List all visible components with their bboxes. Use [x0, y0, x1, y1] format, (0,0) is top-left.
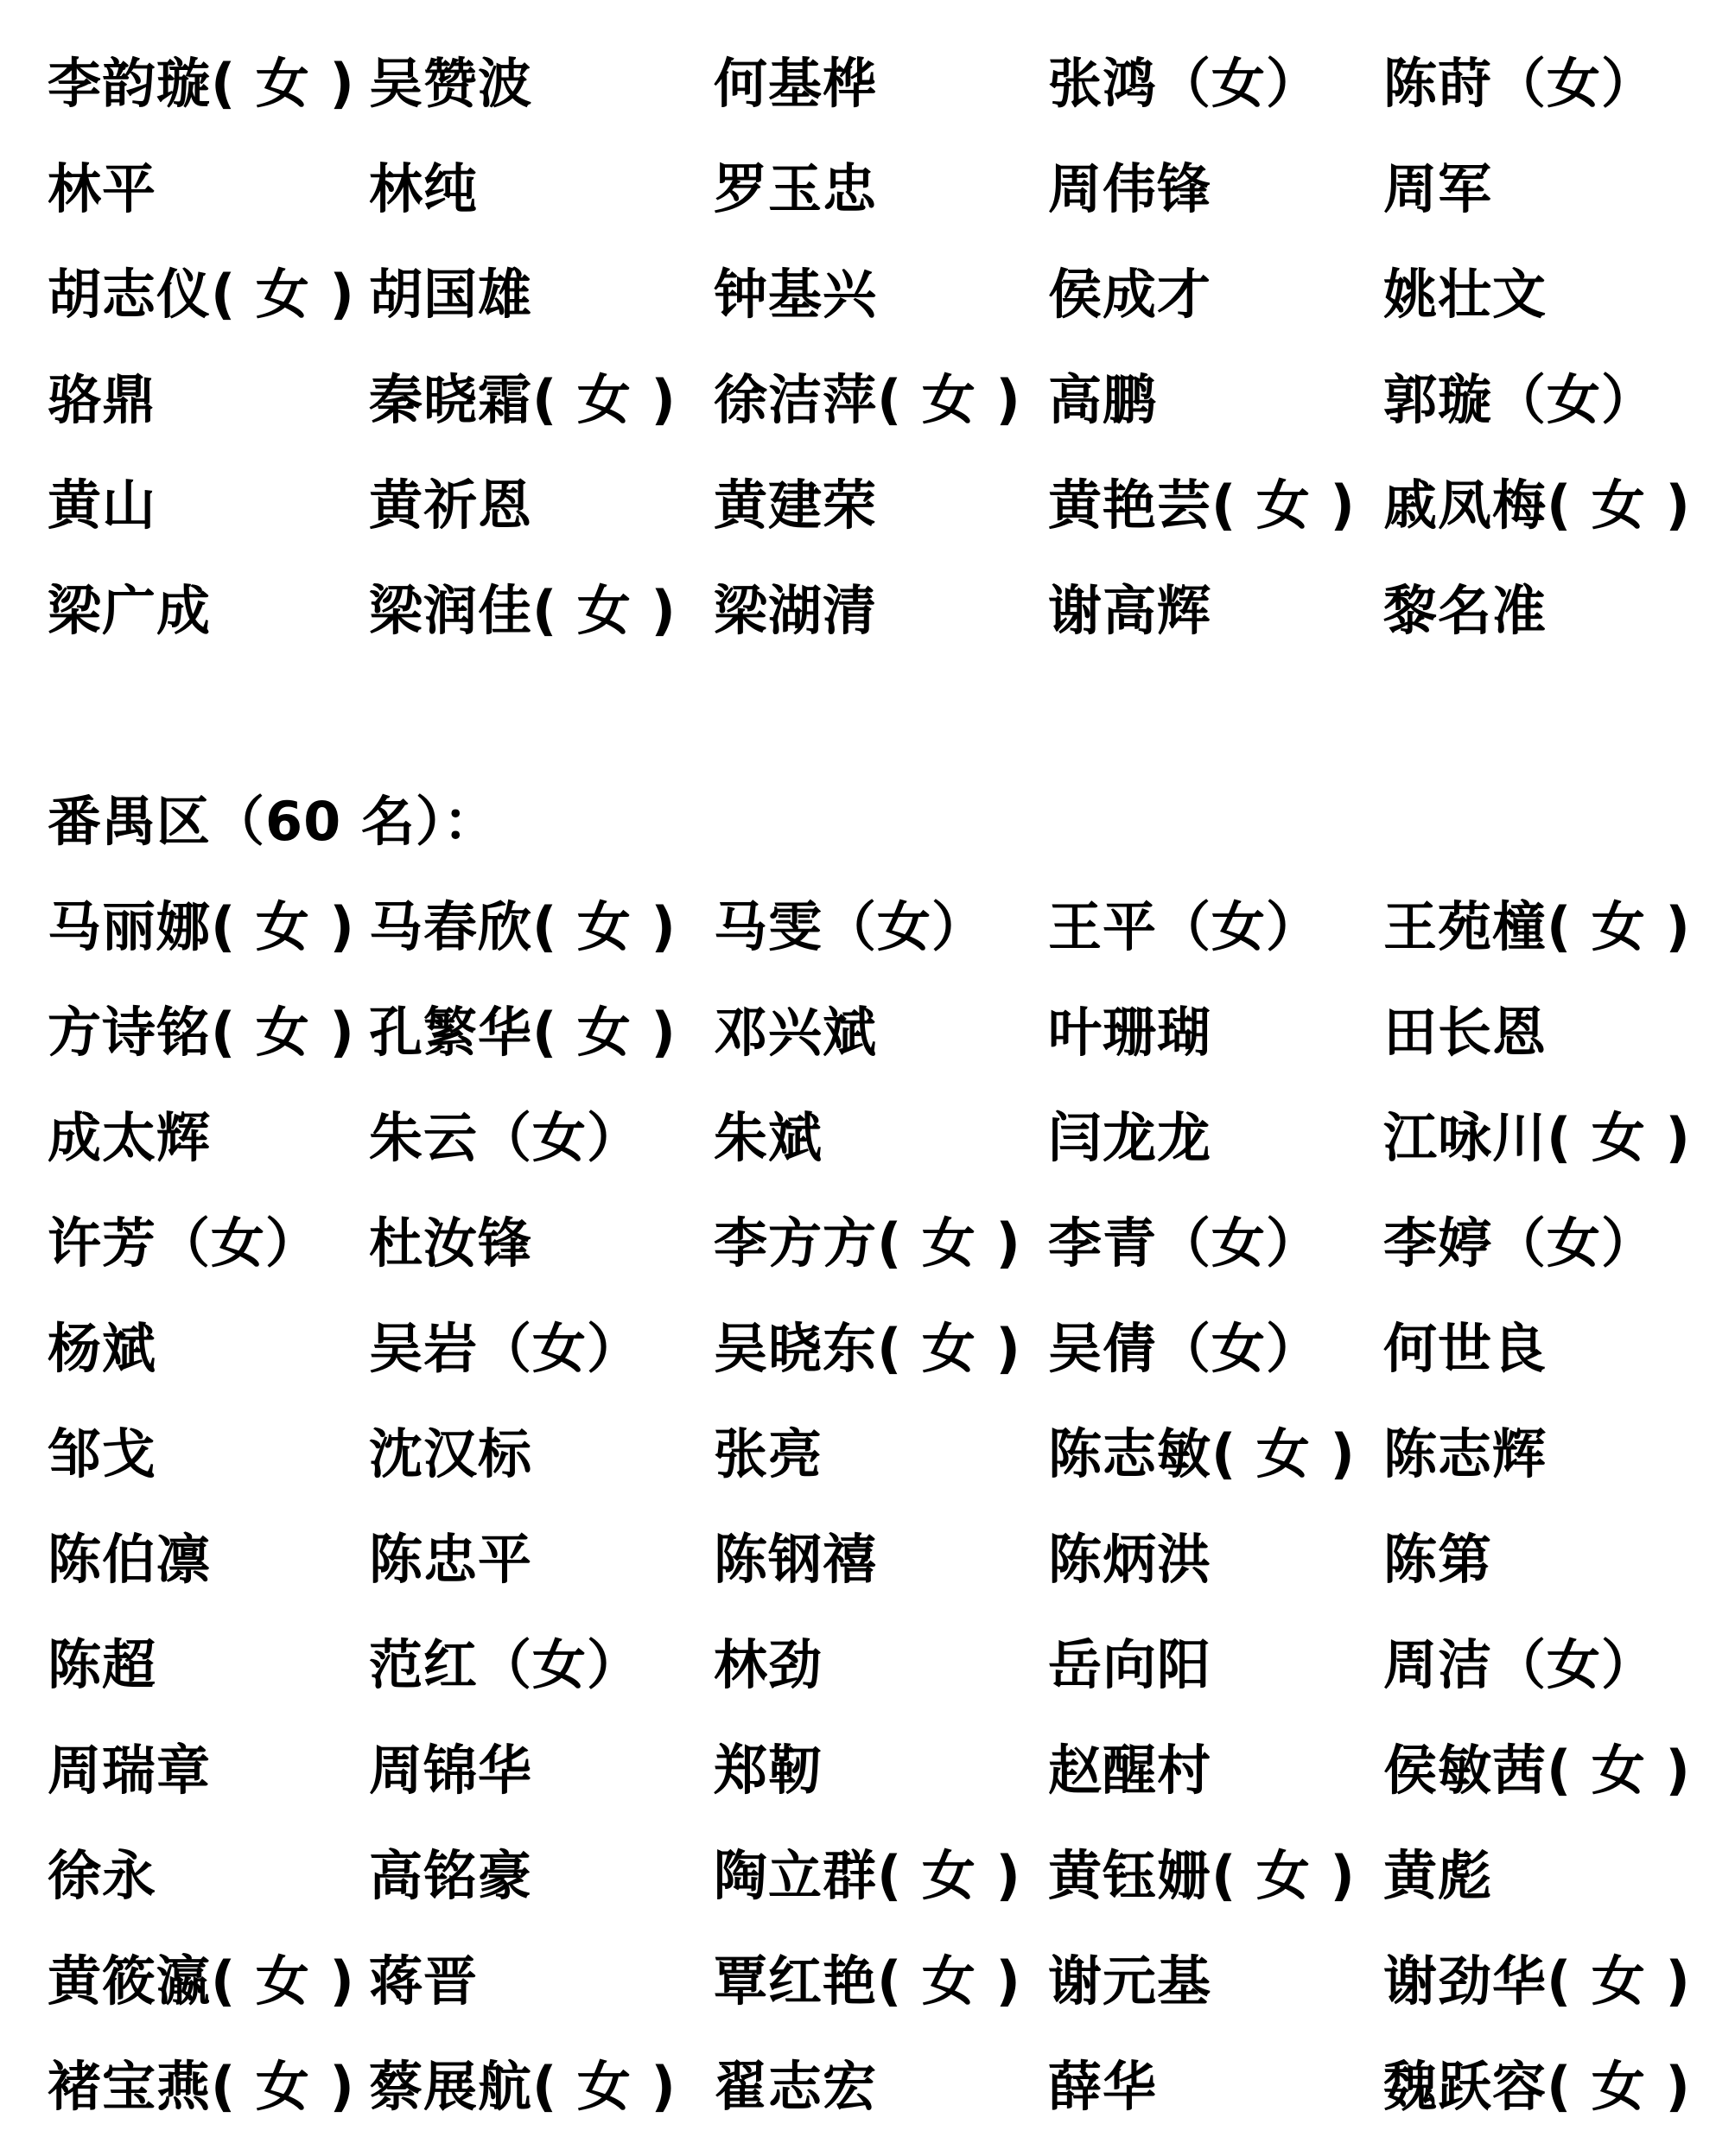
person-name: 陈忠平 — [369, 1528, 533, 1591]
person-name: 李韵璇( 女 ) — [48, 52, 355, 115]
person-name: 高铭豪 — [369, 1844, 533, 1907]
person-name: 江咏川( 女 ) — [1383, 1106, 1691, 1169]
person-name: 陈第 — [1383, 1528, 1493, 1591]
person-name: 成太辉 — [48, 1106, 212, 1169]
person-name: 吴岩（女） — [369, 1317, 642, 1380]
name-row — [0, 347, 1716, 453]
person-name: 郑靭 — [714, 1739, 823, 1802]
person-name: 梁湖清 — [714, 579, 878, 642]
person-name: 陈炳洪 — [1048, 1528, 1212, 1591]
person-name: 周军 — [1383, 157, 1493, 220]
person-name: 张鸿（女） — [1048, 52, 1321, 115]
person-name: 蒋晋 — [369, 1949, 479, 2013]
person-name: 罗玉忠 — [714, 157, 878, 220]
person-name: 陶立群( 女 ) — [714, 1844, 1021, 1907]
person-name: 马春欣( 女 ) — [369, 895, 677, 958]
person-name: 高鹏 — [1048, 368, 1158, 431]
name-row — [0, 1402, 1716, 1507]
person-name: 梁广成 — [48, 579, 212, 642]
person-name: 杜汝锋 — [369, 1212, 533, 1275]
name-row — [0, 242, 1716, 347]
person-name: 陈莳（女） — [1383, 52, 1656, 115]
name-row — [0, 2034, 1716, 2140]
person-name: 马雯（女） — [714, 895, 987, 958]
person-name: 谢元基 — [1048, 1949, 1212, 2013]
person-name: 陈志辉 — [1383, 1422, 1548, 1485]
person-name: 魏跃容( 女 ) — [1383, 2055, 1691, 2118]
person-name: 许芳（女） — [48, 1212, 321, 1275]
person-name: 侯成才 — [1048, 263, 1212, 326]
person-name: 周锦华 — [369, 1739, 533, 1802]
person-name: 覃红艳( 女 ) — [714, 1949, 1021, 2013]
name-row — [0, 1085, 1716, 1191]
person-name: 胡国雄 — [369, 263, 533, 326]
person-name: 陈伯凛 — [48, 1528, 212, 1591]
person-name: 谢高辉 — [1048, 579, 1212, 642]
person-name: 李方方( 女 ) — [714, 1212, 1021, 1275]
blank-line — [0, 664, 1716, 769]
name-row — [0, 31, 1716, 137]
person-name: 蔡展航( 女 ) — [369, 2055, 677, 2118]
person-name: 黄山 — [48, 474, 157, 537]
person-name: 马丽娜( 女 ) — [48, 895, 355, 958]
name-row — [0, 1718, 1716, 1823]
person-name: 林纯 — [369, 157, 479, 220]
person-name: 黄筱瀛( 女 ) — [48, 1949, 355, 2013]
person-name: 徐永 — [48, 1844, 157, 1907]
person-name: 杨斌 — [48, 1317, 157, 1380]
person-name: 褚宝燕( 女 ) — [48, 2055, 355, 2118]
person-name: 张亮 — [714, 1422, 823, 1485]
person-name: 李青（女） — [1048, 1212, 1321, 1275]
person-name: 孔繁华( 女 ) — [369, 1001, 677, 1064]
person-name: 黄祈恩 — [369, 474, 533, 537]
person-name: 林平 — [48, 157, 157, 220]
person-name: 黎名准 — [1383, 579, 1548, 642]
person-name: 秦晓霜( 女 ) — [369, 368, 677, 431]
person-name: 林劲 — [714, 1633, 823, 1696]
person-name: 周瑞章 — [48, 1739, 212, 1802]
person-name: 黄钰姗( 女 ) — [1048, 1844, 1356, 1907]
person-name: 骆鼎 — [48, 368, 157, 431]
person-name: 姚壮文 — [1383, 263, 1548, 326]
person-name: 徐洁萍( 女 ) — [714, 368, 1021, 431]
name-row — [0, 1191, 1716, 1296]
person-name: 吴赞波 — [369, 52, 533, 115]
name-row — [0, 558, 1716, 664]
person-name: 李婷（女） — [1383, 1212, 1656, 1275]
person-name: 周洁（女） — [1383, 1633, 1656, 1696]
name-row — [0, 1507, 1716, 1612]
name-row — [0, 980, 1716, 1085]
person-name: 范红（女） — [369, 1633, 642, 1696]
name-row — [0, 453, 1716, 558]
person-name: 黄彪 — [1383, 1844, 1493, 1907]
name-row — [0, 137, 1716, 242]
person-name: 戚凤梅( 女 ) — [1383, 474, 1691, 537]
name-row — [0, 1823, 1716, 1929]
person-name: 郭璇（女） — [1383, 368, 1656, 431]
person-name: 薛华 — [1048, 2055, 1158, 2118]
name-row — [0, 1296, 1716, 1402]
person-name: 吴倩（女） — [1048, 1317, 1321, 1380]
person-name: 陈超 — [48, 1633, 157, 1696]
person-name: 方诗铭( 女 ) — [48, 1001, 355, 1064]
person-name: 黄建荣 — [714, 474, 878, 537]
person-name: 邓兴斌 — [714, 1001, 878, 1064]
section-header-row — [0, 769, 1716, 874]
person-name: 吴晓东( 女 ) — [714, 1317, 1021, 1380]
person-name: 邹戈 — [48, 1422, 157, 1485]
person-name: 翟志宏 — [714, 2055, 878, 2118]
name-row — [0, 874, 1716, 980]
person-name: 叶珊瑚 — [1048, 1001, 1212, 1064]
person-name: 梁润佳( 女 ) — [369, 579, 677, 642]
person-name: 周伟锋 — [1048, 157, 1212, 220]
person-name: 胡志仪( 女 ) — [48, 263, 355, 326]
person-name: 何基桦 — [714, 52, 878, 115]
person-name: 赵醒村 — [1048, 1739, 1212, 1802]
person-name: 陈志敏( 女 ) — [1048, 1422, 1356, 1485]
person-name: 王平（女） — [1048, 895, 1321, 958]
name-row — [0, 1612, 1716, 1718]
section-title: 番禺区（60 名）： — [48, 790, 498, 853]
person-name: 谢劲华( 女 ) — [1383, 1949, 1691, 2013]
person-name: 岳向阳 — [1048, 1633, 1212, 1696]
person-name: 侯敏茜( 女 ) — [1383, 1739, 1691, 1802]
person-name: 田长恩 — [1383, 1001, 1548, 1064]
person-name: 朱云（女） — [369, 1106, 642, 1169]
person-name: 何世良 — [1383, 1317, 1548, 1380]
person-name: 黄艳芸( 女 ) — [1048, 474, 1356, 537]
person-name: 王苑橦( 女 ) — [1383, 895, 1691, 958]
person-name: 陈钢禧 — [714, 1528, 878, 1591]
person-name: 闫龙龙 — [1048, 1106, 1212, 1169]
person-name: 钟基兴 — [714, 263, 878, 326]
person-name: 朱斌 — [714, 1106, 823, 1169]
name-row — [0, 1929, 1716, 2034]
person-name: 沈汉标 — [369, 1422, 533, 1485]
